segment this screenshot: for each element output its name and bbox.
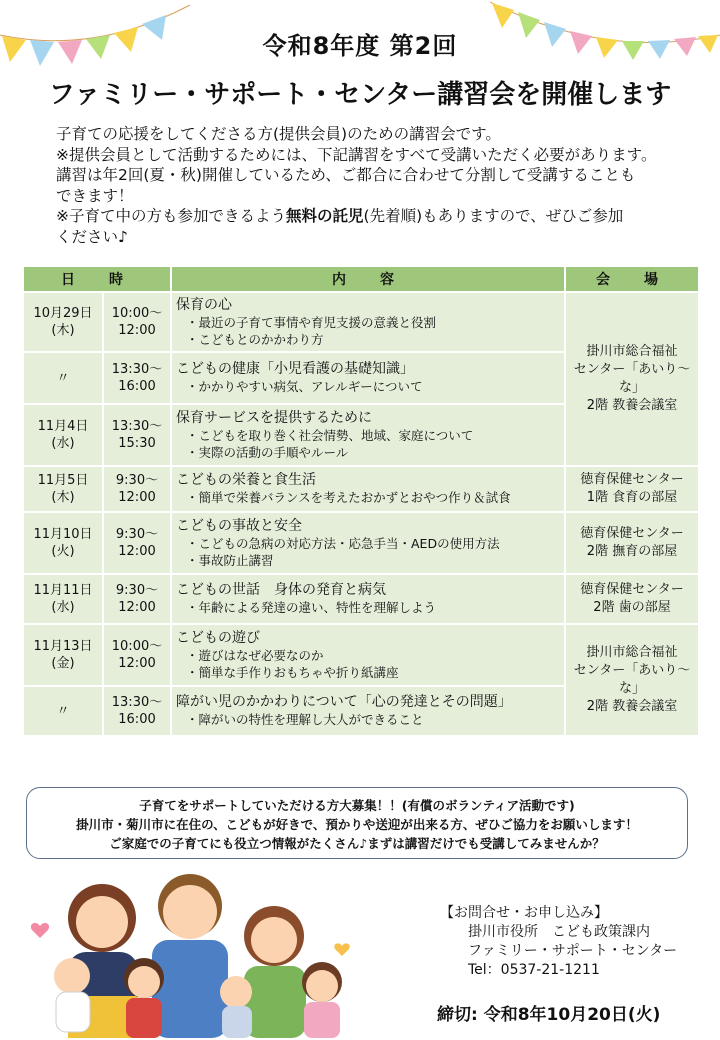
- session-item: ・簡単な手作りおもちゃや折り紙講座: [186, 664, 399, 680]
- content-cell: [171, 512, 565, 574]
- start-time: 13:30〜: [111, 419, 163, 434]
- date-text: 11月4日: [37, 419, 89, 434]
- end-time: 15:30: [118, 436, 156, 451]
- venue-line: 2階 教養会議室: [586, 699, 678, 714]
- venue-cell: [565, 624, 699, 736]
- table-row: [23, 512, 699, 574]
- session-item: ・障がいの特性を理解し大人ができること: [186, 712, 424, 727]
- day-text: (火): [51, 544, 75, 559]
- start-time: 13:30〜: [111, 695, 163, 710]
- start-time: 9:30〜: [115, 527, 159, 542]
- date-text: 〃: [56, 703, 70, 719]
- intro-line: [56, 206, 696, 227]
- intro-text-span: ※子育て中の方も参加できるよう: [56, 207, 286, 225]
- recruit-line: 子育てをサポートしていただける方大募集！！(有償のボランティア活動です): [139, 798, 575, 813]
- session-title: こどもの世話 身体の発育と病気: [176, 582, 386, 598]
- date-cell: [23, 624, 103, 686]
- session-item: ・こどもの急病の対応方法・応急手当・AEDの使用方法: [186, 535, 500, 551]
- table-row: [23, 466, 699, 512]
- date-text: 10月29日: [33, 306, 93, 321]
- day-text: (木): [51, 323, 75, 338]
- date-text: 11月13日: [33, 639, 93, 654]
- session-item: ・年齢による発達の違い、特性を理解しよう: [186, 600, 437, 615]
- time-cell: [103, 466, 171, 512]
- content-cell: [171, 292, 565, 352]
- venue-line: 1階 食育の部屋: [586, 490, 678, 505]
- date-text: 〃: [56, 370, 70, 386]
- header-content: 内 容: [171, 266, 565, 292]
- venue-line: 徳育保健センター: [580, 472, 684, 487]
- contact-org: ファミリー・サポート・センター: [468, 943, 678, 959]
- content-cell: [171, 404, 565, 466]
- start-time: 9:30〜: [115, 473, 159, 488]
- venue-line: 2階 歯の部屋: [593, 600, 671, 615]
- page-title: ファミリー・サポート・センター講習会を開催します: [48, 80, 672, 110]
- start-time: 10:00〜: [111, 306, 163, 321]
- time-cell: [103, 512, 171, 574]
- end-time: 12:00: [118, 600, 156, 615]
- recruitment-box: [26, 787, 688, 859]
- event-subtitle: 令和8年度 第2回: [262, 32, 458, 60]
- session-title: 障がい児のかかわりについて「心の発達とその問題」: [176, 694, 512, 710]
- end-time: 12:00: [118, 656, 156, 671]
- venue-line: センター「あいり〜な」: [573, 362, 691, 395]
- content-cell: [171, 466, 565, 512]
- intro-text: [56, 124, 696, 247]
- time-cell: [103, 352, 171, 404]
- schedule-table: [22, 265, 700, 737]
- venue-line: 徳育保健センター: [580, 582, 684, 597]
- session-title: こどもの栄養と食生活: [176, 472, 316, 488]
- venue-line: 掛川市総合福祉: [586, 645, 678, 660]
- content-cell: [171, 624, 565, 686]
- session-item: ・簡単で栄養バランスを考えたおかずとおやつ作り＆試食: [186, 490, 511, 505]
- date-text: 11月10日: [33, 527, 93, 542]
- start-time: 9:30〜: [115, 583, 159, 598]
- session-item: ・実際の活動の手順やルール: [186, 444, 349, 460]
- start-time: 13:30〜: [111, 362, 163, 377]
- intro-line: ください♪: [56, 227, 128, 246]
- contact-heading: 【お問合せ・お申し込み】: [440, 905, 608, 921]
- venue-cell: [565, 512, 699, 574]
- session-title: 保育の心: [176, 296, 232, 313]
- date-cell: [23, 512, 103, 574]
- venue-line: 2階 教養会議室: [586, 398, 678, 413]
- session-item: ・遊びはなぜ必要なのか: [186, 647, 324, 663]
- date-cell: [23, 404, 103, 466]
- day-text: (木): [51, 490, 75, 505]
- date-text: 11月11日: [33, 583, 93, 598]
- intro-line: 子育ての応援をしてくださる方(提供会員)のための講習会です。: [56, 125, 501, 143]
- date-cell: [23, 686, 103, 736]
- session-title: こどもの事故と安全: [176, 517, 302, 534]
- table-header-row: [23, 266, 699, 292]
- end-time: 16:00: [118, 379, 156, 394]
- date-cell: [23, 466, 103, 512]
- intro-text-span: (先着順)もありますので、ぜひご参加: [363, 207, 624, 225]
- deadline: 締切: 令和8年10月20日(火): [437, 1005, 661, 1025]
- content-cell: [171, 352, 565, 404]
- contact-info: [440, 904, 700, 980]
- date-text: 11月5日: [37, 473, 89, 488]
- date-cell: [23, 292, 103, 352]
- day-text: (水): [51, 600, 75, 615]
- header-venue: 会 場: [565, 266, 699, 292]
- venue-line: センター「あいり〜な」: [573, 663, 691, 696]
- header-datetime: 日 時: [23, 266, 171, 292]
- contact-phone: Tel：0537-21-1211: [468, 962, 600, 978]
- time-cell: [103, 624, 171, 686]
- end-time: 12:00: [118, 490, 156, 505]
- session-item: ・事故防止講習: [186, 552, 274, 568]
- time-cell: [103, 404, 171, 466]
- session-item: ・最近の子育て事情や育児支援の意義と役割: [186, 314, 437, 330]
- time-cell: [103, 292, 171, 352]
- day-text: (金): [51, 656, 75, 671]
- session-title: こどもの健康「小児看護の基礎知識」: [176, 361, 414, 377]
- session-title: 保育サービスを提供するために: [176, 409, 372, 426]
- intro-line: ※提供会員として活動するためには、下記講習をすべて受講いただく必要があります。: [56, 145, 657, 164]
- table-row: [23, 624, 699, 686]
- day-text: (水): [51, 436, 75, 451]
- venue-cell: [565, 466, 699, 512]
- date-cell: [23, 352, 103, 404]
- end-time: 12:00: [118, 544, 156, 559]
- date-cell: [23, 574, 103, 624]
- contact-org: 掛川市役所 こども政策課内: [468, 924, 650, 940]
- session-title: こどもの遊び: [176, 629, 260, 646]
- time-cell: [103, 686, 171, 736]
- content-cell: [171, 574, 565, 624]
- free-childcare-emphasis: 無料の託児: [286, 207, 364, 225]
- family-illustration: [22, 866, 362, 1038]
- intro-line: できます！: [56, 186, 134, 205]
- table-row: [23, 292, 699, 352]
- time-cell: [103, 574, 171, 624]
- venue-line: 2階 撫育の部屋: [586, 544, 678, 559]
- recruit-line: ご家庭での子育てにも役立つ情報がたくさん♪まずは講習だけでも受講してみませんか？: [109, 836, 605, 851]
- recruit-line: 掛川市・菊川市に在住の、こどもが好きで、預かりや送迎が出来る方、ぜひご協力をお願いします！: [76, 817, 638, 832]
- content-cell: [171, 686, 565, 736]
- table-row: [23, 574, 699, 624]
- venue-line: 徳育保健センター: [580, 526, 684, 541]
- session-item: ・こどもを取り巻く社会情勢、地域、家庭について: [186, 427, 474, 443]
- intro-line: 講習は年2回(夏・秋)開催しているため、ご都合に合わせて分割して受講することも: [56, 166, 636, 184]
- session-item: ・かかりやすい病気、アレルギーについて: [186, 379, 423, 394]
- end-time: 16:00: [118, 712, 156, 727]
- end-time: 12:00: [118, 323, 156, 338]
- start-time: 10:00〜: [111, 639, 163, 654]
- venue-cell: [565, 574, 699, 624]
- venue-line: 掛川市総合福祉: [586, 344, 678, 359]
- session-item: ・こどもとのかかわり方: [186, 331, 324, 347]
- venue-cell: [565, 292, 699, 466]
